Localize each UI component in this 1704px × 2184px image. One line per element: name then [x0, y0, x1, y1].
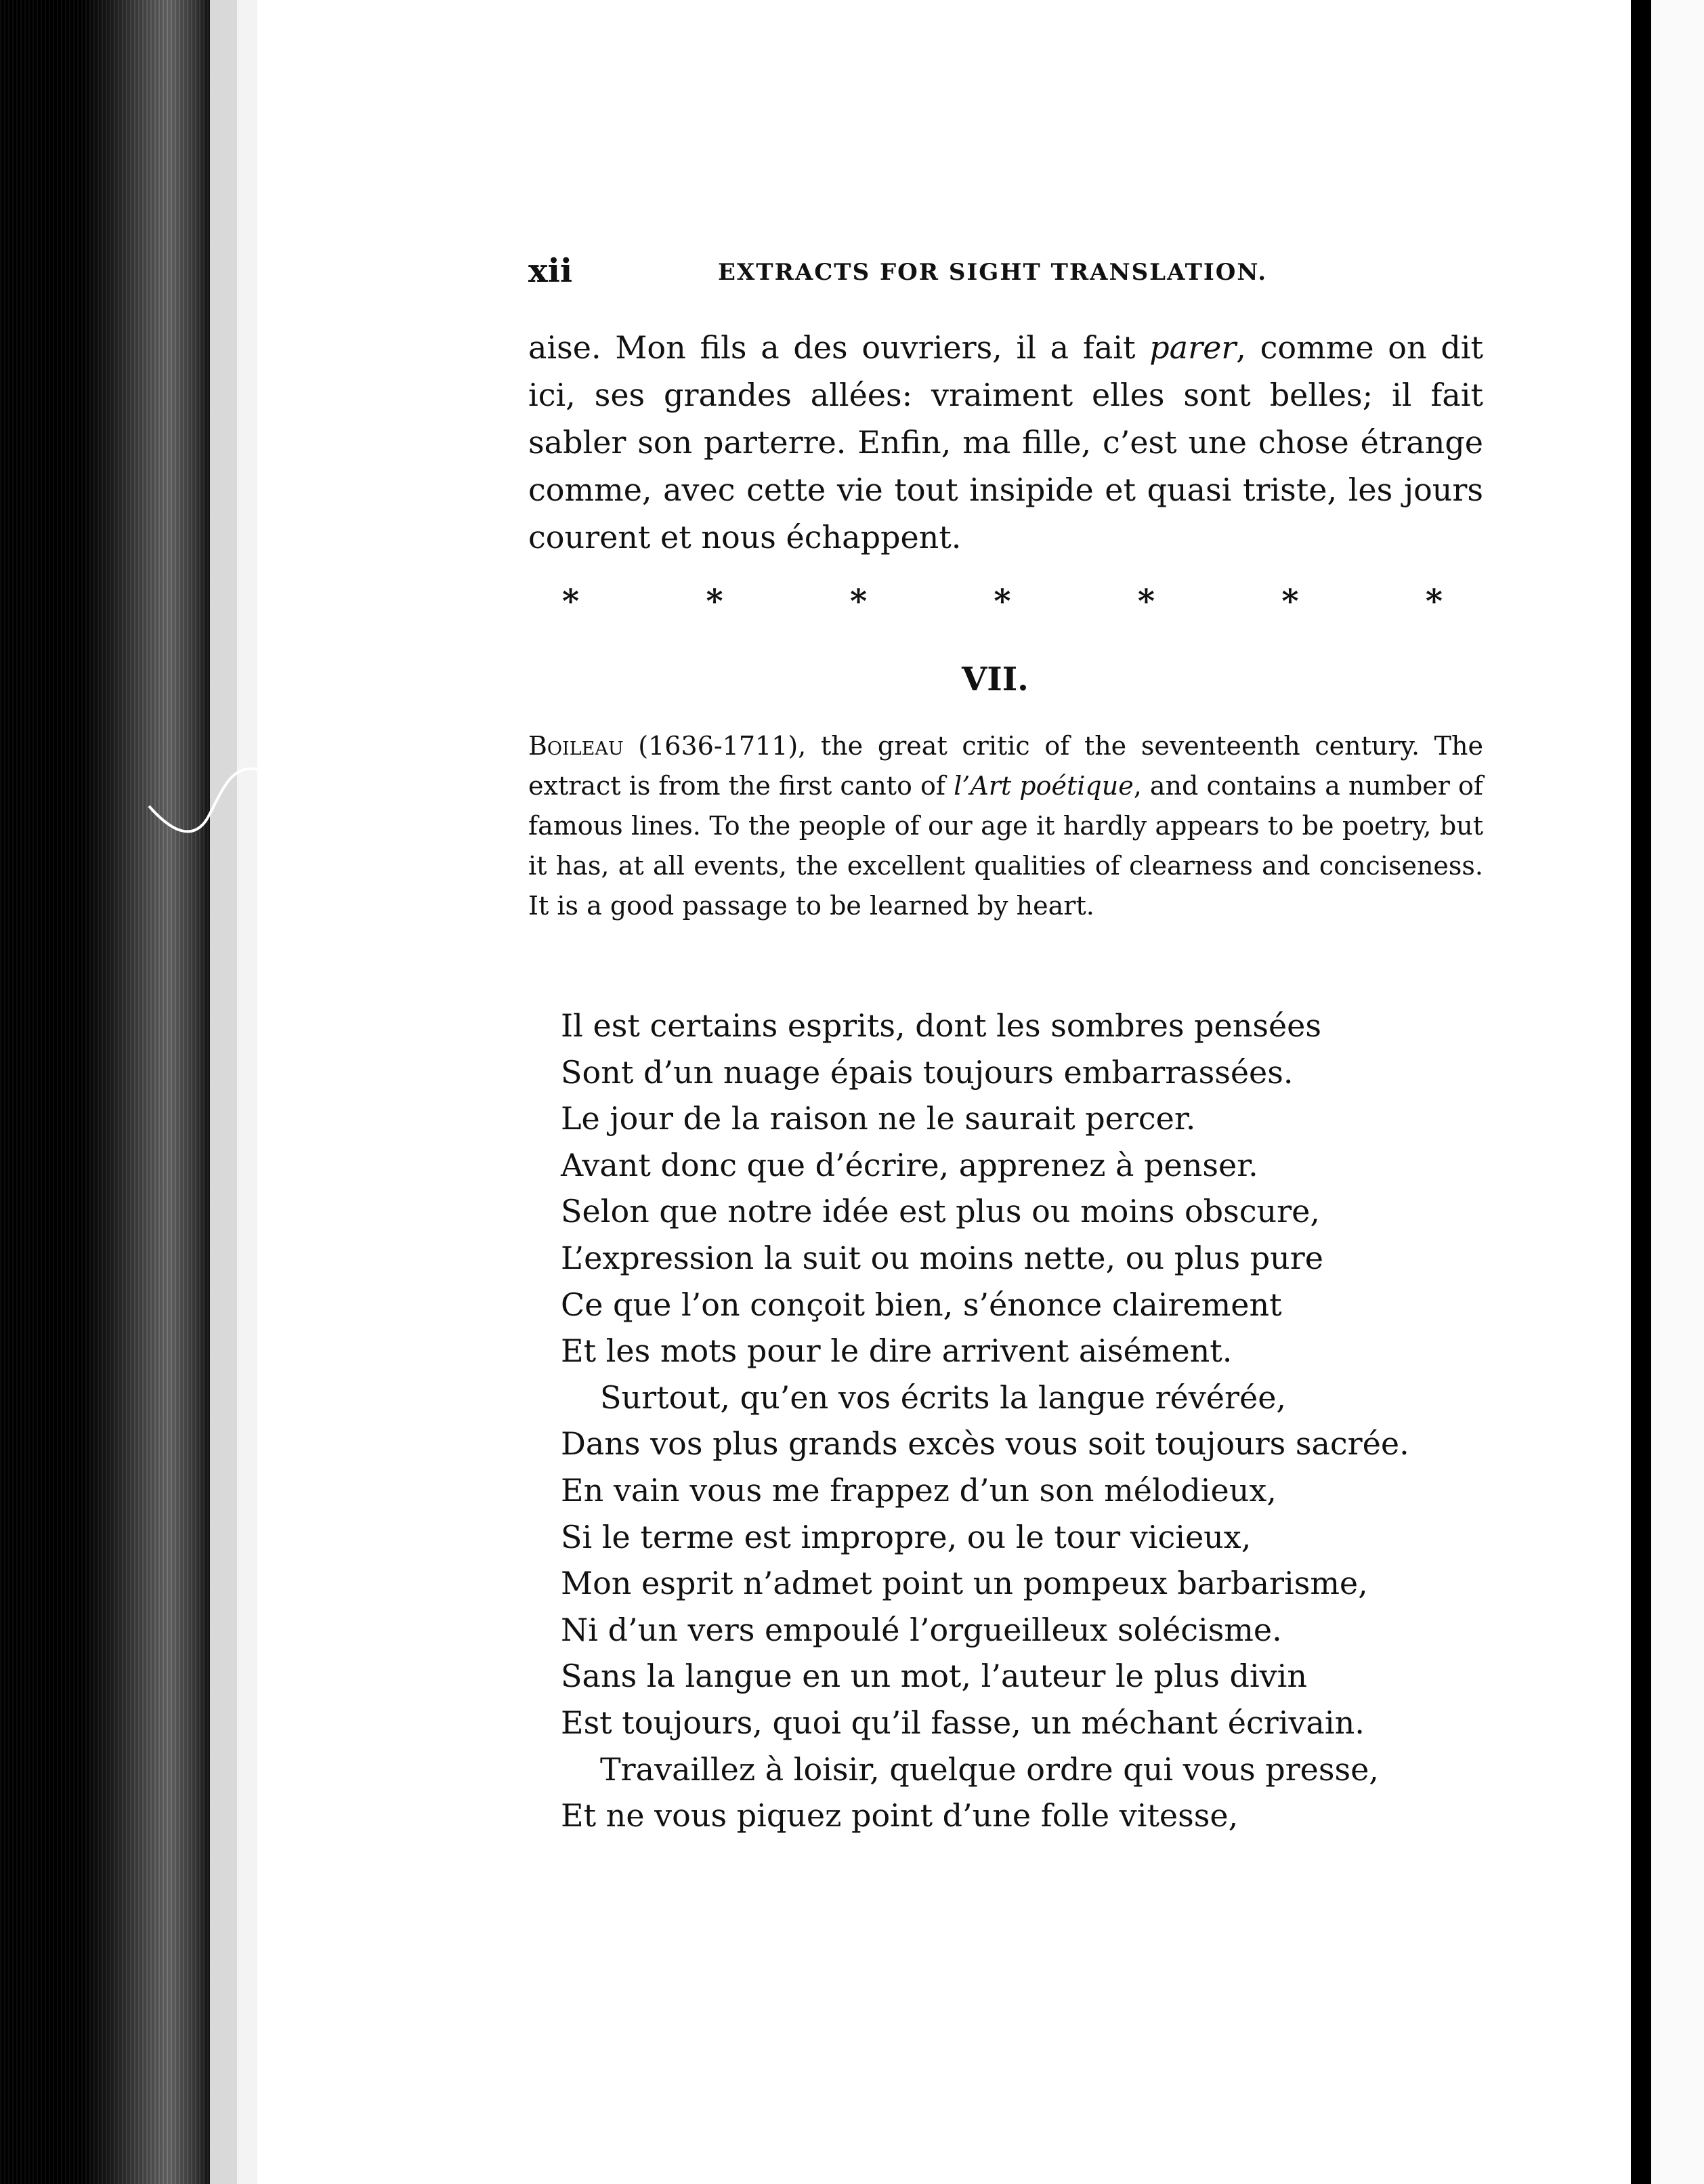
prose-text [528, 324, 1483, 561]
intro-note [528, 726, 1483, 926]
verse-line: En vain vous me frappez d’un son mélodieux, [561, 1471, 1277, 1509]
verse-line: Mon esprit n’admet point un pompeux barbarisme, [561, 1565, 1368, 1602]
right-page-edge [1631, 0, 1651, 2184]
verse-line: Dans vos plus grands excès vous soit toujours sacrée. [561, 1425, 1409, 1463]
verse-line: Sont d’un nuage épais toujours embarrassées. [561, 1053, 1294, 1091]
prose-part-2: , comme on dit ici, ses grandes allées: vraiment elles sont belles; il fait sabler son parterre. Enfin, ma fille, c’est une chose étrange comme, avec cette vie tout insipide et quasi triste, les jours courent et nous échappent. [528, 329, 1483, 555]
page-gutter-highlight [237, 0, 257, 2184]
verse-line: L’expression la suit ou moins nette, ou plus pure [561, 1239, 1323, 1276]
verse-line: Est toujours, quoi qu’il fasse, un méchant écrivain. [561, 1704, 1365, 1741]
verse-line: Selon que notre idée est plus ou moins obscure, [561, 1193, 1320, 1230]
page-number: xii [528, 252, 573, 290]
intro-text-1: (1636-1711), the great critic of the seventeenth century. The extract is from the first canto of [528, 731, 1483, 801]
verse-line: Ce que l’on conçoit bien, s’énonce clairement [561, 1286, 1282, 1323]
asterisk: * [849, 583, 868, 621]
asterisk: * [562, 583, 580, 621]
asterisk: * [1425, 583, 1443, 621]
intro-work-title: l’Art poétique [954, 771, 1134, 801]
section-numeral: VII. [962, 660, 1029, 698]
running-title: EXTRACTS FOR SIGHT TRANSLATION. [718, 259, 1268, 286]
verse-line: Le jour de la raison ne le saurait percer. [561, 1100, 1196, 1137]
asterisk: * [994, 583, 1011, 621]
verse-line: Ni d’un vers empoulé l’orgueilleux solécisme. [561, 1611, 1282, 1648]
verse-line: Sans la langue en un mot, l’auteur le plus divin [561, 1658, 1308, 1695]
verse-line: Travaillez à loisir, quelque ordre qui vous presse, [600, 1750, 1379, 1788]
section-divider-asterisks [562, 583, 1443, 623]
verse-line: Et ne vous piquez point d’une folle vitesse, [561, 1797, 1239, 1834]
running-head [528, 252, 1307, 293]
asterisk: * [1281, 583, 1299, 621]
verse-line: Si le terme est impropre, ou le tour vicieux, [561, 1518, 1252, 1555]
asterisk: * [1137, 583, 1155, 621]
right-margin [1651, 0, 1704, 2184]
verse-line: Avant donc que d’écrire, apprenez à penser. [561, 1146, 1258, 1183]
verse-block [561, 1003, 1495, 1839]
intro-author: Boileau [528, 731, 624, 761]
pencil-mark [146, 759, 308, 867]
book-spine-edge [0, 0, 210, 2184]
verse-line: Surtout, qu’en vos écrits la langue révérée, [600, 1379, 1287, 1416]
asterisk: * [706, 583, 723, 621]
prose-paragraph [528, 324, 1483, 561]
intro-text-2: , and contains a number of famous lines. To the people of our age it hardly appears to be poetry, but it has, at all events, the excellent qualities of clearness and conciseness. It is a good passage to be learned by heart. [528, 771, 1483, 921]
prose-italic-word: parer [1149, 329, 1237, 366]
prose-part-1: aise. Mon fils a des ouvriers, il a fait [528, 329, 1150, 366]
verse-line: Il est certains esprits, dont les sombres pensées [561, 1007, 1322, 1044]
verse-line: Et les mots pour le dire arrivent aisément. [561, 1332, 1233, 1370]
